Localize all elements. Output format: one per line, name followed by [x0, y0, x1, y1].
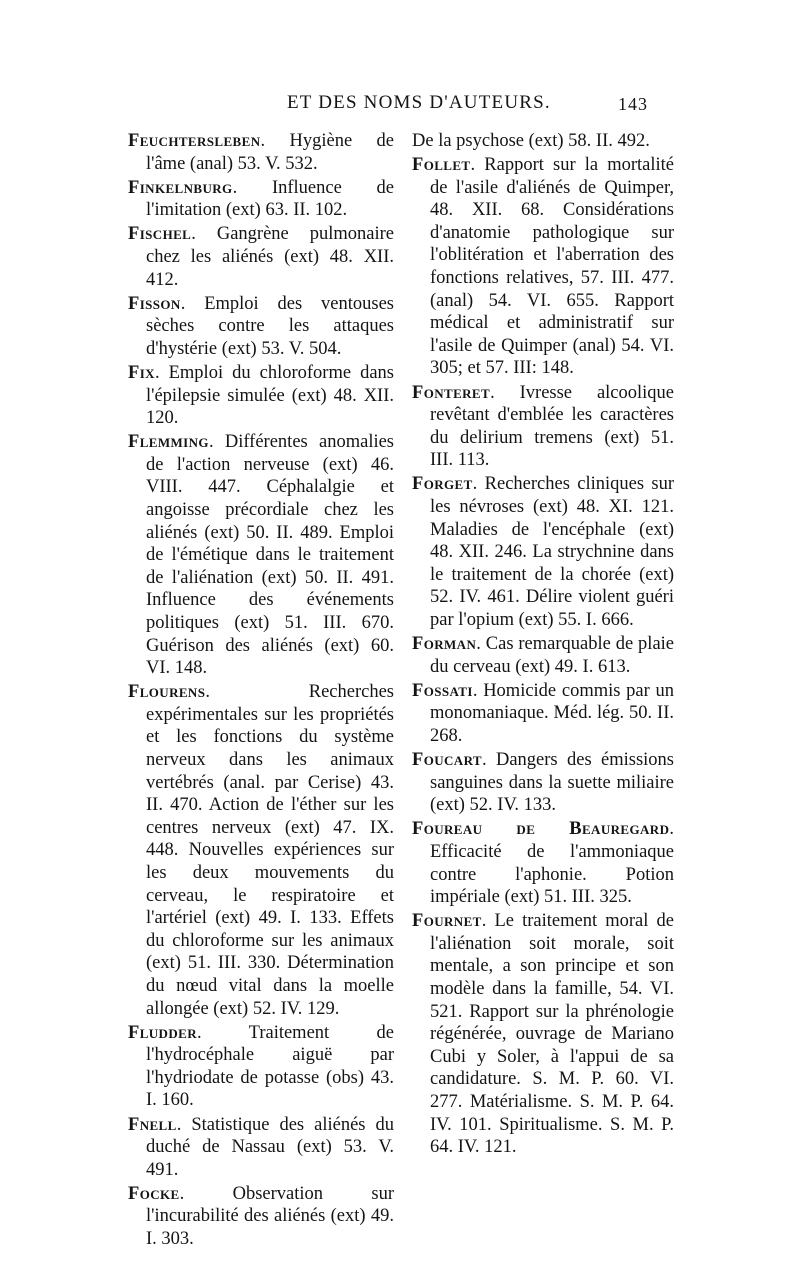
- index-entry: Foucart. Dangers des émissions sanguines dans la suette miliaire (ext) 52. IV. 133.: [412, 750, 674, 816]
- author-name: Foucart: [412, 750, 482, 771]
- entry-text: Dangers des émissions sanguines dans la suette miliaire (ext) 52. IV. 133.: [430, 750, 674, 816]
- index-entry: Flourens. Recherches expérimentales sur les propriétés et les fonctions du système nerveux dans les animaux vertébrés (anal. par Cerise) 43. II. 470. Action de l'éther sur les centres nerveux (ext) 47. IX. 448. Nouvelles expériences sur les deux mouvements du cerveau, le respiratoire et l'artériel (ext) 49. I. 133. Effets du chloroforme sur les animaux (ext) 51. III. 330. Détermination du nœud vital dans la moelle allongée (ext) 52. IV. 129.: [128, 682, 394, 1019]
- author-name: Flourens: [128, 682, 206, 703]
- author-name: Fournet: [412, 911, 482, 932]
- header-title: ET DES NOMS D'AUTEURS.: [287, 92, 551, 113]
- author-name: Fisson: [128, 293, 181, 314]
- index-entry: Forman. Cas remarquable de plaie du cerveau (ext) 49. I. 613.: [412, 634, 675, 677]
- author-name: Forman: [412, 634, 477, 655]
- running-header: [0, 92, 800, 122]
- entry-text: Emploi des ventouses sèches contre les attaques d'hystérie (ext) 53. V. 504.: [146, 293, 395, 359]
- entry-text: Homicide commis par un monomaniaque. Méd. lég. 50. II. 268.: [430, 680, 675, 746]
- author-name: Feuchtersleben: [128, 131, 261, 151]
- index-entry: Fludder. Traitement de l'hydrocéphale aiguë par l'hydriodate de potasse (obs) 43. I. 160.: [128, 1022, 395, 1111]
- entry-text: Emploi du chloroforme dans l'épilepsie simulée (ext) 48. XII. 120.: [146, 362, 394, 429]
- author-name: Focke: [128, 1183, 180, 1204]
- entry-text: Recherches expérimentales sur les propriétés et les fonctions du système nerveux dans les animaux vertébrés (anal. par Cerise) 43. II. 470. Action de l'éther sur les centres nerveux (ext) 47. IX. 448. Nouvelles expériences sur les deux mouvements du cerveau, le respiratoire et l'artériel (ext) 49. I. 133. Effets du chloroforme sur les animaux (ext) 51. III. 330. Détermination du nœud vital dans la moelle allongée (ext) 52. IV. 129.: [146, 682, 394, 1019]
- author-name: Fonteret: [412, 382, 491, 403]
- index-entry: Follet. Rapport sur la mortalité de l'asile d'aliénés de Quimper, 48. XII. 68. Considérations d'anatomie pathologique sur l'oblitération et l'aberration des fonctions relatives, 57. III. 477. (anal) 54. VI. 655. Rapport médical et administratif sur l'asile de Quimper (anal) 54. VI. 305; et 57. III: 148.: [412, 155, 674, 379]
- author-name: Follet: [412, 155, 471, 176]
- index-entry: Forget. Recherches cliniques sur les névroses (ext) 48. XI. 121. Maladies de l'encéphale (ext) 48. XII. 246. La strychnine dans le traitement de la chorée (ext) 52. IV. 461. Délire violent guéri par l'opium (ext) 55. I. 666.: [412, 474, 674, 630]
- author-name: Finkelnburg: [128, 177, 233, 198]
- entry-text: Influence de l'imitation (ext) 63. II. 102.: [146, 177, 394, 221]
- index-entry: Feuchtersleben. Hygiène de l'âme (anal) 53. V. 532.: [128, 131, 395, 174]
- index-entry: Fnell. Statistique des aliénés du duché de Nassau (ext) 53. V. 491.: [128, 1114, 395, 1180]
- entry-text: Hygiène de l'âme (anal) 53. V. 532.: [146, 131, 395, 174]
- index-entry: Fischel. Gangrène pulmonaire chez les aliénés (ext) 48. XII. 412.: [128, 224, 394, 290]
- entry-text: Statistique des aliénés du duché de Nassau (ext) 53. V. 491.: [146, 1114, 395, 1180]
- entry-text: Traitement de l'hydrocéphale aiguë par l'hydriodate de potasse (obs) 43. I. 160.: [146, 1022, 395, 1111]
- index-entry: Focke. Observation sur l'incurabilité des aliénés (ext) 49. I. 303.: [128, 1183, 394, 1249]
- index-entry: Finkelnburg. Influence de l'imitation (ext) 63. II. 102.: [128, 177, 394, 221]
- author-name: Fix: [128, 362, 155, 383]
- entry-text: Recherches cliniques sur les névroses (ext) 48. XI. 121. Maladies de l'encéphale (ext) 48. XII. 246. La strychnine dans le traitement de la chorée (ext) 52. IV. 461. Délire violent guéri par l'opium (ext) 55. I. 666.: [430, 474, 674, 630]
- entry-text: Observation sur l'incurabilité des aliénés (ext) 49. I. 303.: [146, 1183, 394, 1249]
- author-name: Fischel: [128, 224, 192, 245]
- author-name: Forget: [412, 474, 473, 495]
- author-name: Flemming: [128, 432, 209, 453]
- index-entry: Fonteret. Ivresse alcoolique revêtant d'emblée les caractères du delirium tremens (ext) 51. III. 113.: [412, 382, 674, 471]
- entry-text: Différentes anomalies de l'action nerveuse (ext) 46. VIII. 447. Céphalalgie et angoisse précordiale chez les aliénés (ext) 50. II. 489. Emploi de l'émétique dans le traitement de l'aliénation (ext) 50. II. 491. Influence des événements politiques (ext) 51. III. 670. Guérison des aliénés (ext) 60. VI. 148.: [146, 432, 395, 679]
- index-entry: Fisson. Emploi des ventouses sèches contre les attaques d'hystérie (ext) 53. V. 504.: [128, 293, 395, 359]
- index-entry: Flemming. Différentes anomalies de l'action nerveuse (ext) 46. VIII. 447. Céphalalgie et angoisse précordiale chez les aliénés (ext) 50. II. 489. Emploi de l'émétique dans le traitement de l'aliénation (ext) 50. II. 491. Influence des événements politiques (ext) 51. III. 670. Guérison des aliénés (ext) 60. VI. 148.: [128, 432, 395, 679]
- entry-text: Gangrène pulmonaire chez les aliénés (ext) 48. XII. 412.: [146, 224, 394, 290]
- index-entry: Foureau de Beauregard. Efficacité de l'ammoniaque contre l'aphonie. Potion impériale (ext) 51. III. 325.: [412, 819, 674, 908]
- entry-text: Efficacité de l'ammoniaque contre l'aphonie. Potion impériale (ext) 51. III. 325.: [430, 841, 674, 908]
- left-column: [128, 130, 394, 1252]
- entry-text: Ivresse alcoolique revêtant d'emblée les caractères du delirium tremens (ext) 51. III. 113.: [430, 382, 674, 471]
- right-column: [412, 130, 674, 1160]
- author-name: Fludder: [128, 1022, 197, 1043]
- entry-text: Cas remarquable de plaie du cerveau (ext) 49. I. 613.: [430, 634, 675, 677]
- entry-text: Rapport sur la mortalité de l'asile d'aliénés de Quimper, 48. XII. 68. Considérations d'anatomie pathologique sur l'oblitération et l'aberration des fonctions relatives, 57. III. 477. (anal) 54. VI. 655. Rapport médical et administratif sur l'asile de Quimper (anal) 54. VI. 305; et 57. III: 148.: [430, 155, 674, 379]
- index-entry: Fossati. Homicide commis par un monomaniaque. Méd. lég. 50. II. 268.: [412, 680, 675, 746]
- page-number: 143: [618, 94, 648, 114]
- index-entry: Fournet. Le traitement moral de l'aliénation soit morale, soit mentale, a son principe et son modèle dans la famille, 54. VI. 521. Rapport sur la phrénologie régénérée, ouvrage de Mariano Cubi y Soler, à l'appui de sa candidature. S. M. P. 60. VI. 277. Matérialisme. S. M. P. 64. IV. 101. Spiritualisme. S. M. P. 64. IV. 121.: [412, 911, 675, 1158]
- index-entry: Fix. Emploi du chloroforme dans l'épilepsie simulée (ext) 48. XII. 120.: [128, 362, 394, 429]
- author-name: Fossati: [412, 680, 473, 701]
- index-entry: [412, 130, 674, 153]
- author-name: Fnell: [128, 1114, 177, 1135]
- author-name: Foureau de Beauregard: [412, 819, 670, 840]
- entry-text: Le traitement moral de l'aliénation soit morale, soit mentale, a son principe et son modèle dans la famille, 54. VI. 521. Rapport sur la phrénologie régénérée, ouvrage de Mariano Cubi y Soler, à l'appui de sa candidature. S. M. P. 60. VI. 277. Matérialisme. S. M. P. 64. IV. 101. Spiritualisme. S. M. P. 64. IV. 121.: [430, 911, 675, 1158]
- entry-text: De la psychose (ext) 58. II. 492.: [412, 131, 650, 151]
